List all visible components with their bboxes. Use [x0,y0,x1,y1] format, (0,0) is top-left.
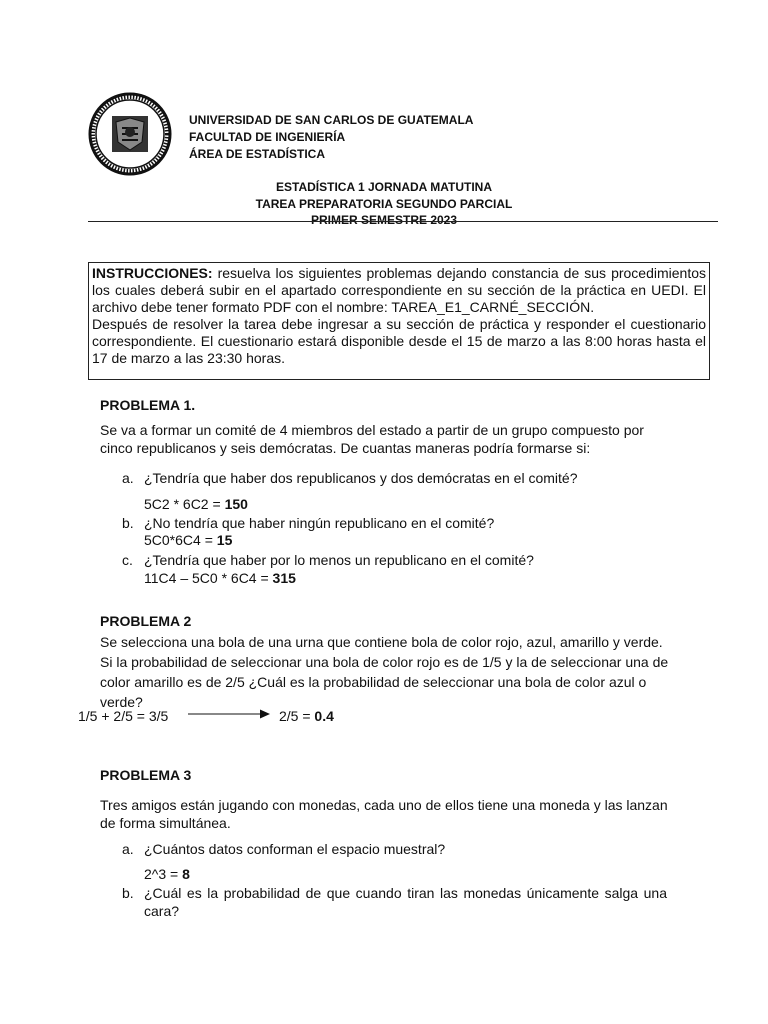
course-title: ESTADÍSTICA 1 JORNADA MATUTINA [276,180,492,194]
problem-2-work-left: 1/5 + 2/5 = 3/5 [78,708,169,724]
semester-title: PRIMER SEMESTRE 2023 [310,213,458,227]
problem-3-statement: Tres amigos están jugando con monedas, cada uno de ellos tiene una moneda y las lanzan de forma simultánea. [100,797,668,831]
problem-2-title: PROBLEMA 2 [100,613,192,629]
item-question: ¿No tendría que haber ningún republicano en el comité? [144,515,495,531]
faculty-name: FACULTAD DE INGENIERÍA [189,130,346,144]
problem-3-item-b [122,884,667,920]
work-answer: 150 [224,496,248,512]
work-answer: 15 [216,532,233,548]
university-seal-logo [88,92,172,176]
problem-1-work-a [144,495,248,513]
instructions-label: INSTRUCCIONES: [92,265,213,281]
item-question: ¿Tendría que haber por lo menos un republicano en el comité? [144,552,534,568]
problem-1-work-b [144,531,232,549]
header-divider [88,221,718,222]
problem-3-title: PROBLEMA 3 [100,767,192,783]
instructions-box [88,262,710,380]
assignment-title: TAREA PREPARATORIA SEGUNDO PARCIAL [255,197,513,211]
item-letter: a. [122,470,134,486]
work-answer: 315 [272,570,296,586]
work-answer: 8 [182,866,190,882]
problem-1-statement: Se va a formar un comité de 4 miembros del estado a partir de un grupo compuesto por cinco republicanos y seis demócratas. De cuantas maneras podría formarse si: [100,422,644,456]
work-expression: 2/5 = [279,708,315,724]
work-expression: 5C0*6C4 = [144,532,217,548]
item-question: ¿Tendría que haber dos republicanos y dos demócratas en el comité? [144,470,578,486]
university-name: UNIVERSIDAD DE SAN CARLOS DE GUATEMALA [189,113,474,127]
work-expression: 2^3 = [144,866,183,882]
item-letter: b. [122,885,134,901]
work-expression: 11C4 – 5C0 * 6C4 = [144,570,273,586]
instructions-text-1: resuelva los siguientes problemas dejando constancia de sus procedimientos los cuales deberá subir en el apartado correspondiente en su sección de la práctica en UEDI. El archivo debe tener formato PDF con el nombre: TAREA_E1_CARNÉ_SECCIÓN. [92,265,707,315]
problem-2-statement: Se selecciona una bola de una urna que contiene bola de color rojo, azul, amarillo y verde. Si la probabilidad de seleccionar una bola de color rojo es de 1/5 y la de seleccionar una de color amarillo es de 2/5 ¿Cuál es la probabilidad de seleccionar una bola de color azul o verde? [100,634,669,710]
item-question: ¿Cuál es la probabilidad de que cuando tiran las monedas únicamente salga una cara? [144,885,667,919]
area-name: ÁREA DE ESTADÍSTICA [189,147,326,161]
instructions-paragraph-1 [92,265,706,316]
problem-2-work-right [279,707,334,725]
item-letter: a. [122,841,134,857]
problem-3-work-a [144,865,190,883]
work-expression: 5C2 * 6C2 = [144,496,225,512]
problem-1-work-c [144,569,296,587]
item-letter: c. [122,552,133,568]
item-question: ¿Cuántos datos conforman el espacio muestral? [144,841,446,857]
item-letter: b. [122,515,134,531]
arrow-right-icon [188,708,272,720]
instructions-paragraph-2: Después de resolver la tarea debe ingresar a su sección de práctica y responder el cuestionario correspondiente. El cuestionario estará disponible desde el 15 de marzo a las 8:00 horas hasta el 17 de marzo a las 23:30 horas. [92,316,706,366]
problem-1-title: PROBLEMA 1. [100,397,196,413]
work-answer: 0.4 [314,708,334,724]
